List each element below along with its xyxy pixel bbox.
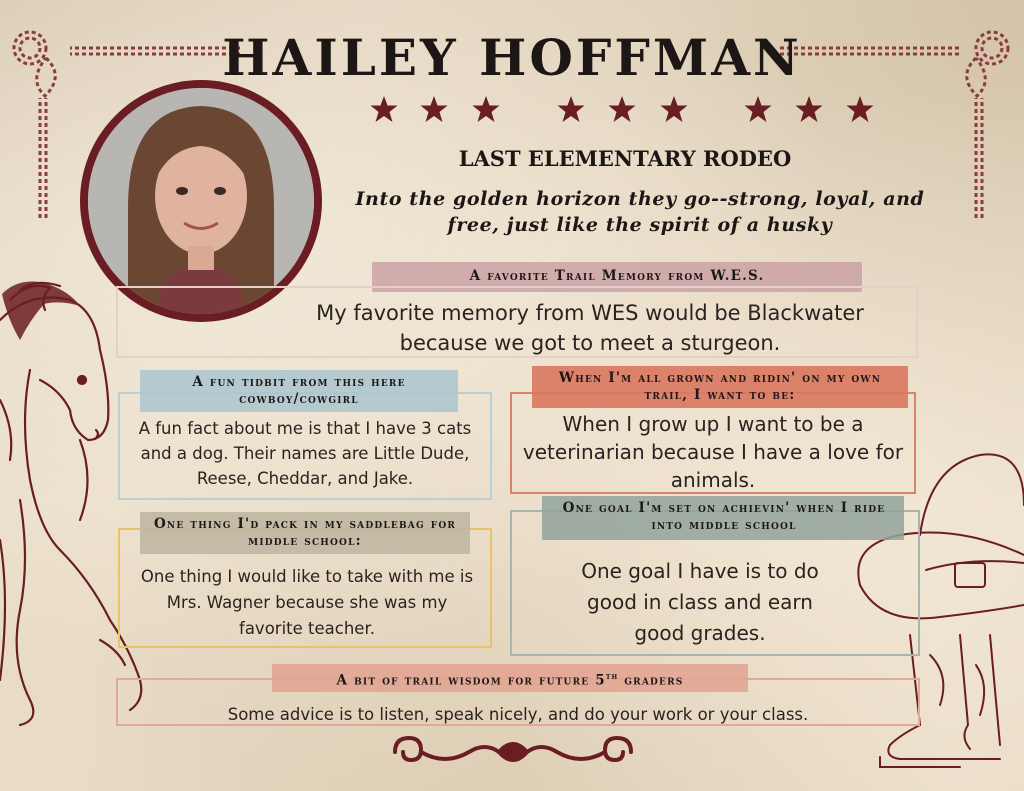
star-icon [609,96,636,122]
trail-memory-heading: A favorite Trail Memory from W.E.S. [469,268,765,284]
grown-up-heading: When I'm all grown and ridin' on my own trail, I want to be: [558,370,882,403]
scroll-ornament-icon [385,730,641,774]
star-icon [371,96,398,122]
saddlebag-text: One thing I would like to take with me is Mrs. Wagner because she was my favorite teacher. [140,567,474,638]
page-title: HAILEY HOFFMAN [222,28,802,87]
fun-tidbit-heading: A fun tidbit from this here cowboy/cowgirl [192,374,406,407]
goal-heading: One goal I'm set on achievin' when I ride into middle school [562,500,886,533]
goal-text: One goal I have is to do good in class and earn good grades. [581,559,819,645]
saddlebag-heading: One thing I'd pack in my saddlebag for middle school: [153,516,457,549]
star-icon [847,96,874,122]
star-icon [421,96,448,122]
star-icon [796,96,823,122]
wisdom-heading: A bit of trail wisdom for future 5th graders [336,672,684,689]
star-icon [558,96,585,122]
star-icon [745,96,772,122]
wisdom-text: Some advice is to listen, speak nicely, and do your work or your class. [227,705,809,724]
subtitle: LAST ELEMENTARY RODEO [458,146,792,171]
grown-up-text: When I grow up I want to be a veterinarian because I have a love for animals. [522,412,904,492]
fun-tidbit-text: A fun fact about me is that I have 3 cats and a dog. Their names are Little Dude, Reese, Cheddar, and Jake. [138,419,472,488]
quote: Into the golden horizon they go--strong, loyal, and free, just like the spirit of a husky [355,188,925,236]
star-icon [661,96,688,122]
trail-memory-text: My favorite memory from WES would be Blackwater because we got to meet a sturgeon. [316,301,864,355]
star-icon [473,96,500,122]
stars-row [366,92,886,128]
